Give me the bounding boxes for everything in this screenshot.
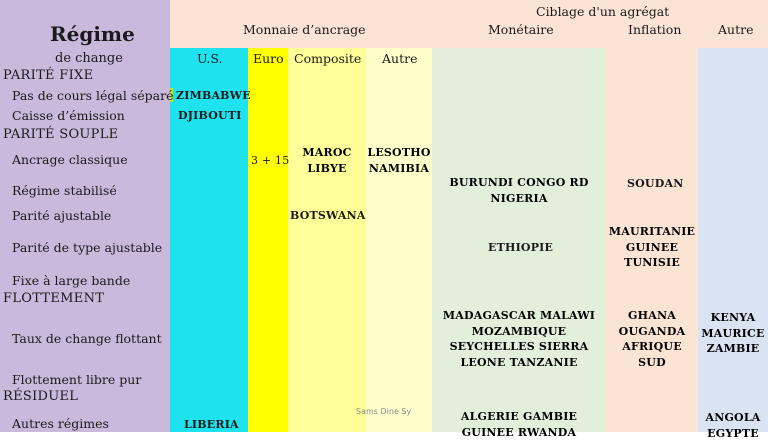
cell-text: ANGOLA bbox=[698, 410, 768, 426]
cell-text: LEONE TANZANIE bbox=[432, 355, 606, 371]
regime-stabilized: Régime stabilisé bbox=[12, 183, 117, 198]
cell-text: GHANA bbox=[606, 308, 698, 324]
cell-text: MADAGASCAR MALAWI bbox=[432, 308, 606, 324]
regime-crawling-peg: Parité ajustable bbox=[12, 208, 111, 223]
cell-us-other: LIBERIA bbox=[184, 417, 239, 433]
regime-subtitle: de change bbox=[55, 51, 123, 66]
cell-euro-peg: 3 + 15 bbox=[251, 153, 289, 169]
cell-composite-crawl: BOTSWANA bbox=[290, 208, 366, 224]
col-header-us: U.S. bbox=[197, 51, 222, 66]
regime-title: Régime bbox=[50, 22, 135, 46]
cell-text: OUGANDA bbox=[606, 324, 698, 340]
col-header-monetaire: Monétaire bbox=[488, 22, 554, 37]
cell-text: NIGERIA bbox=[432, 191, 606, 207]
cell-autre-target-other bbox=[698, 410, 768, 441]
regime-horizontal-band: Fixe à large bande bbox=[12, 273, 130, 288]
cell-text: MAURITANIE bbox=[606, 224, 698, 240]
cell-us-no-legal: ZIMBABWE bbox=[176, 88, 251, 104]
category-soft: PARITÉ SOUPLE bbox=[3, 127, 118, 142]
cell-text: NAMIBIA bbox=[366, 161, 432, 177]
cell-autre-peg bbox=[366, 145, 432, 176]
cell-text: MAROC bbox=[288, 145, 366, 161]
cell-monetaire-stabilized bbox=[432, 175, 606, 206]
regime-free-floating: Flottement libre pur bbox=[12, 372, 141, 387]
cell-text: SEYCHELLES SIERRA bbox=[432, 339, 606, 355]
col-header-autre-target: Autre bbox=[718, 22, 753, 37]
col-header-euro: Euro bbox=[253, 51, 284, 66]
regime-no-legal-tender: Pas de cours légal séparé bbox=[12, 88, 173, 103]
cell-text: MAURICE bbox=[698, 326, 768, 342]
cell-us-board: DJIBOUTI bbox=[178, 108, 242, 124]
regime-other: Autres régimes bbox=[12, 416, 109, 431]
cell-text: EGYPTE bbox=[698, 426, 768, 441]
cell-text: GUINEE RWANDA bbox=[432, 425, 606, 441]
cell-monetaire-floating bbox=[432, 308, 606, 370]
composite-column-bg bbox=[288, 48, 366, 432]
cell-text: ZAMBIE bbox=[698, 341, 768, 357]
cell-text: LESOTHO bbox=[366, 145, 432, 161]
regime-floating: Taux de change flottant bbox=[12, 331, 162, 346]
regime-crawl-like: Parité de type ajustable bbox=[12, 240, 162, 255]
cell-text: AFRIQUE bbox=[606, 339, 698, 355]
category-fixed: PARITÉ FIXE bbox=[3, 68, 93, 83]
cell-text: LIBYE bbox=[288, 161, 366, 177]
cell-text: MOZAMBIQUE bbox=[432, 324, 606, 340]
cell-text: SUD bbox=[606, 355, 698, 371]
category-residual: RÉSIDUEL bbox=[3, 389, 78, 404]
cell-inflation-crawllike bbox=[606, 224, 698, 271]
cell-text: GUINEE bbox=[606, 240, 698, 256]
cell-inflation-floating bbox=[606, 308, 698, 370]
autre-target-column-bg bbox=[698, 48, 768, 432]
euro-column-bg bbox=[248, 48, 288, 432]
cell-autre-target-floating bbox=[698, 310, 768, 357]
cell-monetaire-crawllike: ETHIOPIE bbox=[488, 240, 553, 256]
regime-conventional-peg: Ancrage classique bbox=[12, 152, 128, 167]
col-header-autre-anchor: Autre bbox=[382, 51, 417, 66]
watermark: Sams Dine Sy bbox=[356, 407, 411, 416]
autre-anchor-column-bg bbox=[366, 48, 432, 432]
cell-text: KENYA bbox=[698, 310, 768, 326]
us-column-bg bbox=[170, 48, 248, 432]
cell-composite-peg bbox=[288, 145, 366, 176]
anchor-group-header: Monnaie d’ancrage bbox=[243, 22, 366, 37]
category-floating: FLOTTEMENT bbox=[3, 291, 104, 306]
cell-text: BURUNDI CONGO RD bbox=[432, 175, 606, 191]
cell-text: TUNISIE bbox=[606, 255, 698, 271]
cell-text: ALGERIE GAMBIE bbox=[432, 409, 606, 425]
col-header-composite: Composite bbox=[294, 51, 361, 66]
target-group-header: Ciblage d'un agrégat bbox=[536, 4, 669, 19]
col-header-inflation: Inflation bbox=[628, 22, 681, 37]
cell-inflation-stabilized: SOUDAN bbox=[627, 176, 683, 192]
cell-monetaire-other bbox=[432, 409, 606, 440]
regime-currency-board: Caisse d’émission bbox=[12, 108, 125, 123]
